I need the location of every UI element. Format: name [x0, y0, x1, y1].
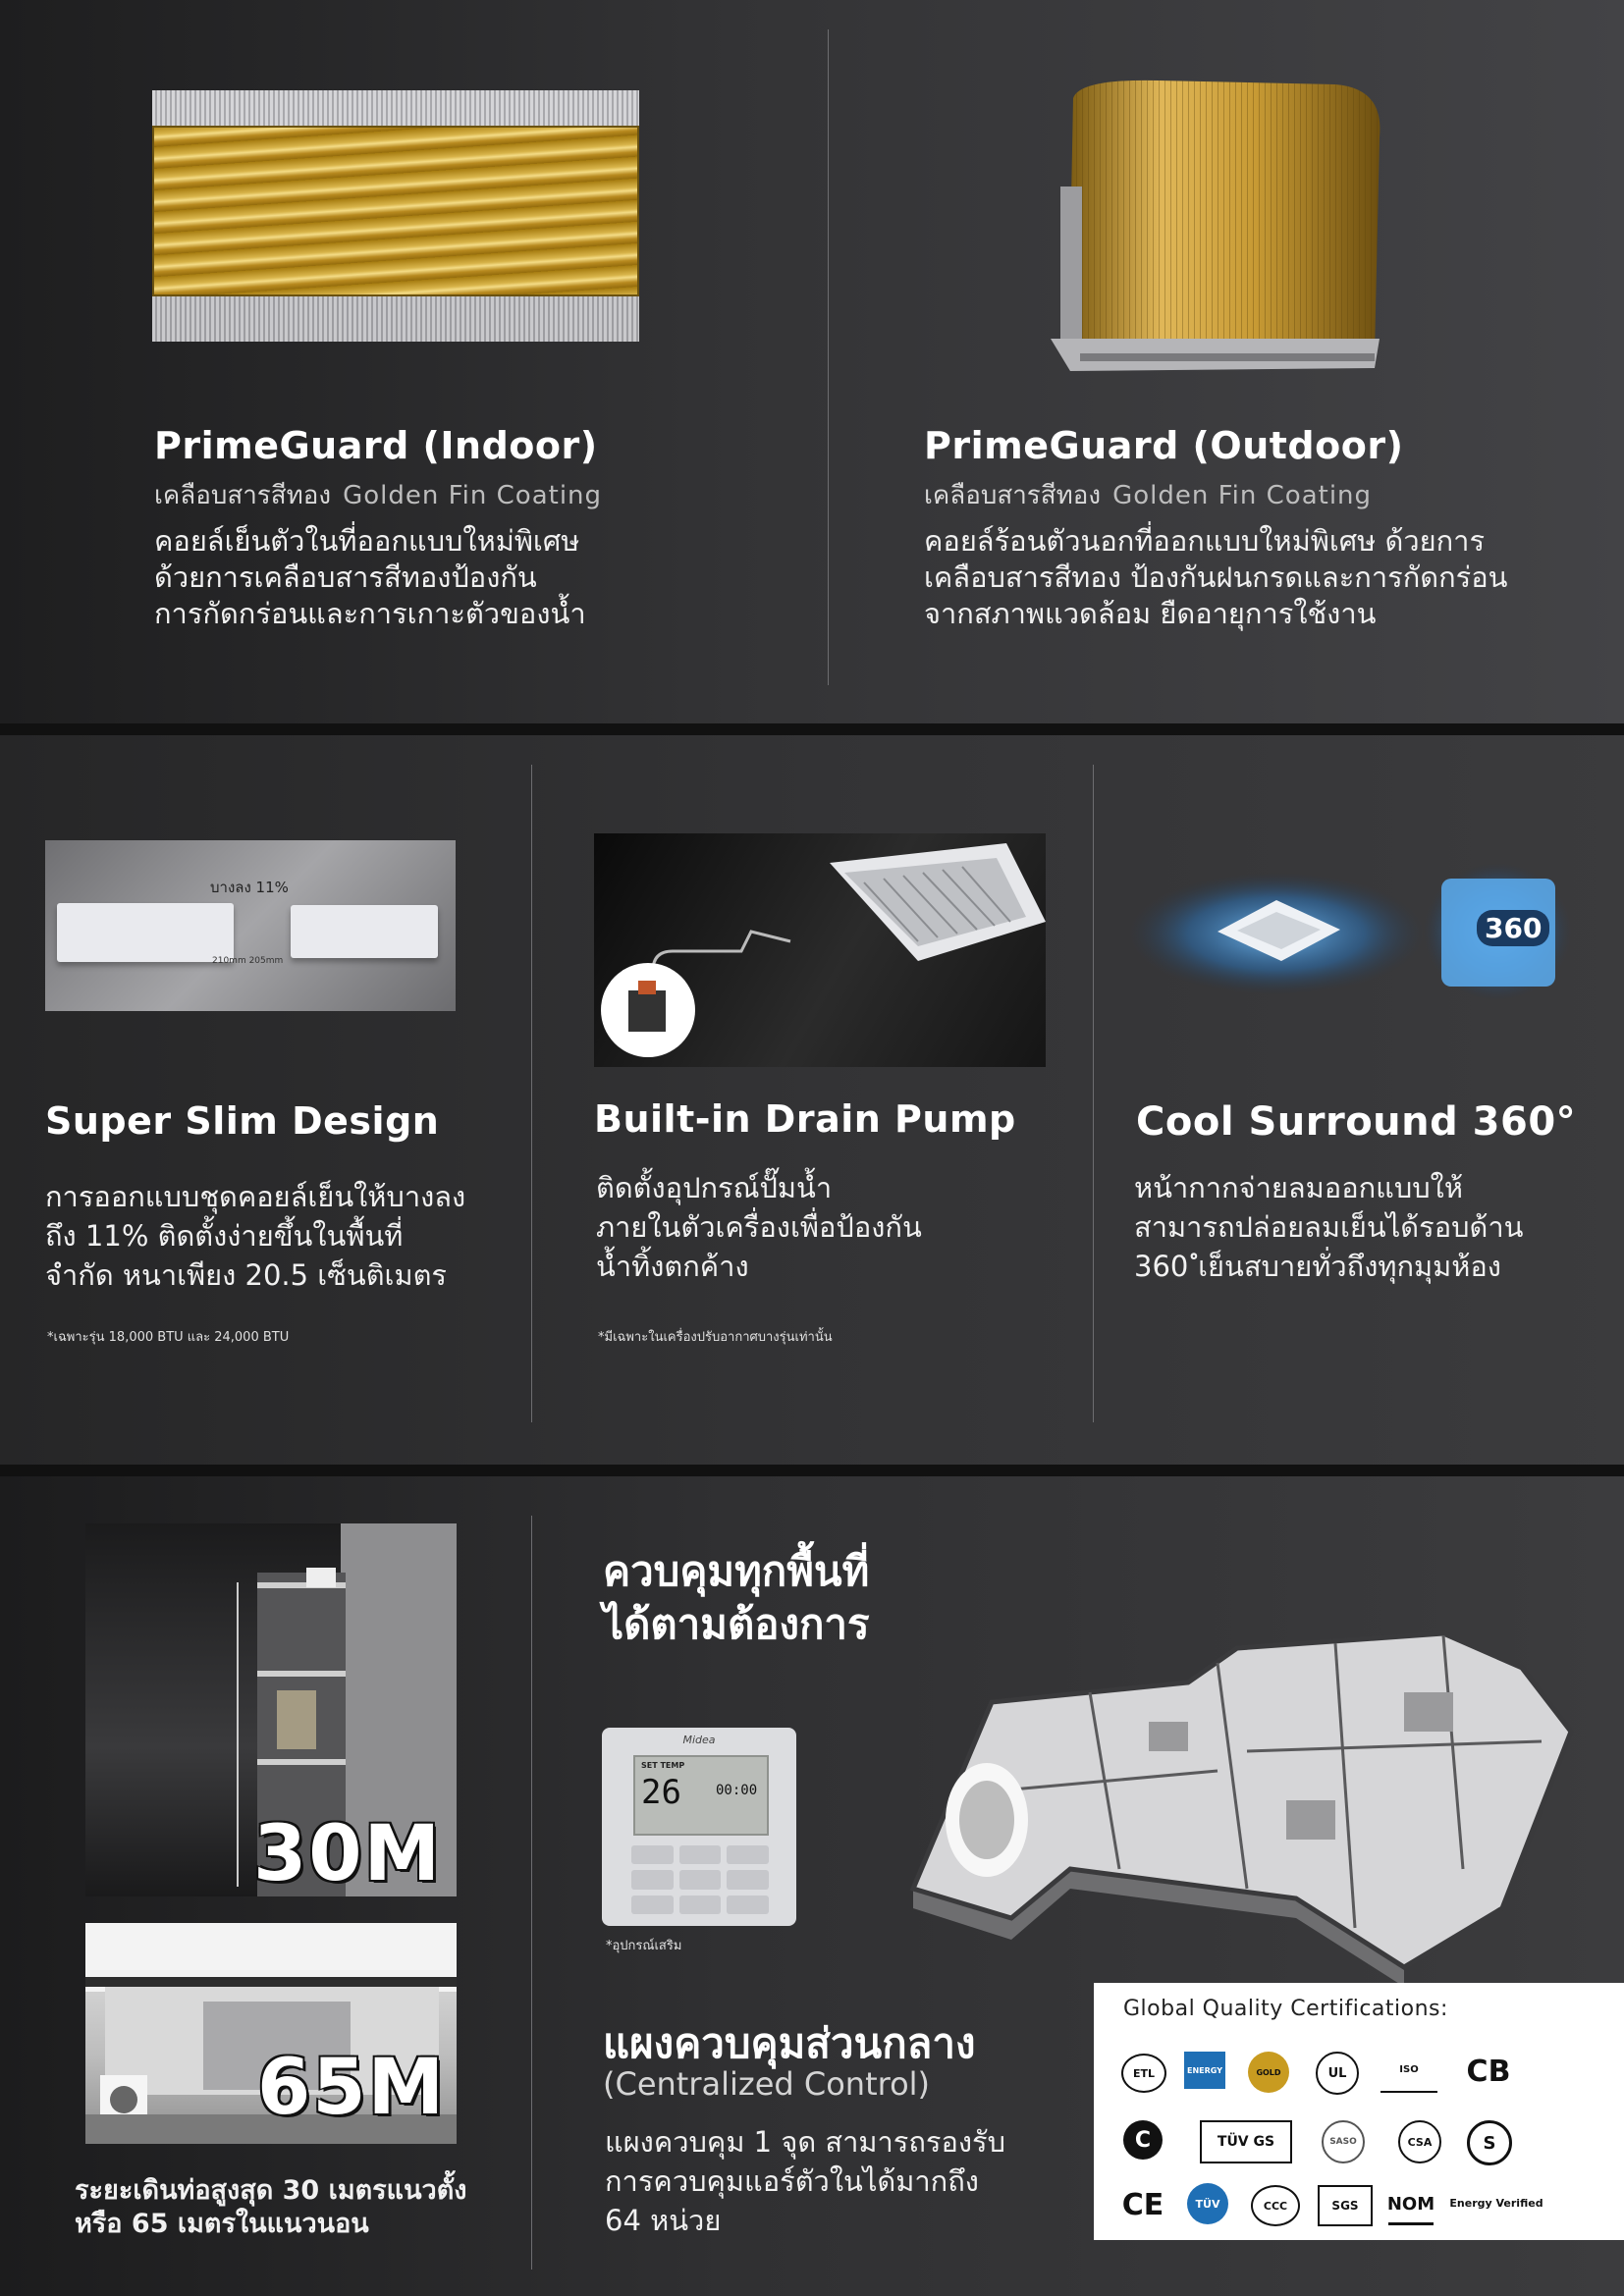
s-mark-logo: S: [1467, 2120, 1512, 2165]
slim-title: Super Slim Design: [45, 1099, 440, 1143]
certifications-box: [1094, 1983, 1624, 2240]
pipe-line: ระยะเดินท่อสูงสุด 30 เมตรแนวตั้ง: [75, 2175, 467, 2206]
pipe-line: หรือ 65 เมตรในแนวนอน: [75, 2209, 369, 2239]
drain-line: ภายในตัวเครื่องเพื่อป้องกัน: [596, 1210, 922, 1244]
control-line: การควบคุมแอร์ตัวในได้มากถึง: [605, 2164, 979, 2198]
house-floorplan-image: [893, 1575, 1610, 1997]
remote-screen: [633, 1755, 769, 1836]
slim-design-image: [45, 840, 456, 1011]
wired-remote-image: [602, 1728, 796, 1926]
remote-key: [631, 1870, 674, 1889]
indoor-coil-image: [152, 90, 639, 342]
control-headline: [603, 1545, 870, 1651]
panel-divider: [531, 765, 532, 1422]
cool-line: 360 ํเย็นสบายทั่วถึงทุกมุมห้อง: [1134, 1250, 1501, 1283]
remote-key: [727, 1845, 769, 1864]
remote-time: 00:00: [716, 1783, 758, 1798]
drain-title: Built-in Drain Pump: [594, 1097, 1016, 1141]
cb-logo: CB: [1466, 2054, 1511, 2089]
control-panel: [0, 1476, 1624, 2296]
slim-image-label: บางลง 11%: [210, 879, 289, 896]
control-line: แผงควบคุม 1 จุด สามารถรองรับ: [605, 2125, 1006, 2159]
remote-key: [727, 1896, 769, 1914]
control-description: [605, 2122, 1005, 2240]
cool-line: หน้ากากจ่ายลมออกแบบให้: [1134, 1171, 1463, 1204]
indoor-line: การกัดกร่อนและการเกาะตัวของน้ำ: [154, 597, 586, 630]
cool-title: Cool Surround 360°: [1136, 1099, 1577, 1145]
cool-360-badge: 360: [1477, 910, 1549, 946]
csa-logo: CSA: [1398, 2120, 1441, 2163]
remote-key: [631, 1845, 674, 1864]
slim-dim-label: 210mm 205mm: [212, 956, 284, 966]
outdoor-line: จากสภาพแวดล้อม ยืดอายุการใช้งาน: [924, 597, 1377, 630]
remote-brand: Midea: [682, 1734, 716, 1746]
indoor-title: PrimeGuard (Indoor): [154, 424, 598, 467]
outdoor-subtitle-en: Golden Fin Coating: [1112, 481, 1373, 510]
panel-divider: [531, 1516, 532, 2269]
cool-surround-image: [1119, 843, 1591, 1020]
remote-temperature: 26: [641, 1773, 681, 1812]
energy-logo: ENERGY: [1184, 2052, 1225, 2089]
panel-divider: [1093, 765, 1094, 1422]
etl-logo: ETL: [1121, 2054, 1166, 2093]
remote-key: [727, 1870, 769, 1889]
primeguard-panel: [0, 0, 1624, 723]
iso-logo: ISO: [1380, 2048, 1437, 2093]
indoor-description: [154, 523, 586, 632]
outdoor-description: [924, 523, 1507, 632]
control-line: 64 หน่วย: [605, 2204, 722, 2237]
control-subtitle: (Centralized Control): [603, 2065, 931, 2103]
remote-key: [679, 1896, 722, 1914]
indoor-line: ด้วยการเคลือบสารสีทองป้องกัน: [154, 561, 537, 594]
remote-keypad: [631, 1845, 769, 1914]
control-title: แผงควบคุมส่วนกลาง: [603, 2019, 976, 2067]
saso-logo: SASO: [1322, 2120, 1365, 2163]
outdoor-subtitle: [924, 475, 1372, 515]
energy-verified-logo: Energy Verified: [1449, 2197, 1543, 2210]
remote-key: [679, 1845, 722, 1864]
horizontal-distance-label: 65M: [257, 2044, 447, 2132]
c-mark-logo: C: [1123, 2120, 1163, 2160]
drain-line: ติดตั้งอุปกรณ์ปั๊มน้ำ: [596, 1171, 833, 1204]
headline-line: ควบคุมทุกพื้นที่: [603, 1547, 870, 1595]
remote-note: *อุปกรณ์เสริม: [606, 1939, 682, 1953]
ce-logo: CE: [1121, 2187, 1164, 2222]
slim-line: การออกแบบชุดคอยล์เย็นให้บางลง: [45, 1180, 466, 1213]
slim-description: [45, 1177, 465, 1295]
cool-line: สามารถปล่อยลมเย็นได้รอบด้าน: [1134, 1210, 1524, 1244]
pipe-description: [75, 2174, 466, 2241]
slim-note: *เฉพาะรุ่น 18,000 BTU และ 24,000 BTU: [47, 1330, 290, 1345]
drain-pump-image: [594, 833, 1046, 1067]
certifications-title: Global Quality Certifications:: [1123, 1997, 1448, 2021]
sgs-logo: SGS: [1318, 2185, 1373, 2226]
tuv-logo: TÜV: [1187, 2183, 1228, 2224]
indoor-line: คอยล์เย็นตัวในที่ออกแบบใหม่พิเศษ: [154, 524, 580, 558]
outdoor-line: คอยล์ร้อนตัวนอกที่ออกแบบใหม่พิเศษ ด้วยการ: [924, 524, 1486, 558]
vertical-distance-label: 30M: [253, 1810, 443, 1898]
drain-line: น้ำทิ้งตกค้าง: [596, 1250, 749, 1283]
indoor-subtitle: [154, 475, 602, 515]
drain-note: *มีเฉพาะในเครื่องปรับอากาศบางรุ่นเท่านั้น: [598, 1330, 833, 1345]
gold-seal-logo: GOLD: [1248, 2052, 1289, 2093]
cool-description: [1134, 1168, 1523, 1286]
outdoor-unit-image: [1041, 59, 1384, 373]
indoor-subtitle-th: เคลือบสารสีทอง: [154, 481, 332, 510]
ccc-logo: CCC: [1251, 2185, 1300, 2226]
ul-logo: UL: [1316, 2052, 1359, 2095]
indoor-subtitle-en: Golden Fin Coating: [343, 481, 603, 510]
slim-line: ถึง 11% ติดตั้งง่ายขึ้นในพื้นที่: [45, 1219, 404, 1253]
remote-set-label: SET TEMP: [641, 1761, 685, 1770]
outdoor-title: PrimeGuard (Outdoor): [924, 424, 1404, 467]
drain-description: [596, 1168, 922, 1286]
outdoor-line: เคลือบสารสีทอง ป้องกันฝนกรดและการกัดกร่อน: [924, 561, 1508, 594]
features-panel: [0, 735, 1624, 1465]
remote-key: [679, 1870, 722, 1889]
remote-key: [631, 1896, 674, 1914]
nom-logo: NOM: [1388, 2185, 1434, 2225]
slim-line: จำกัด หนาเพียง 20.5 เซ็นติเมตร: [45, 1258, 447, 1292]
outdoor-subtitle-th: เคลือบสารสีทอง: [924, 481, 1102, 510]
panel-divider: [828, 29, 829, 685]
tuv-gs-logo: TÜV GS: [1200, 2120, 1292, 2163]
headline-line: ได้ตามต้องการ: [603, 1600, 870, 1648]
